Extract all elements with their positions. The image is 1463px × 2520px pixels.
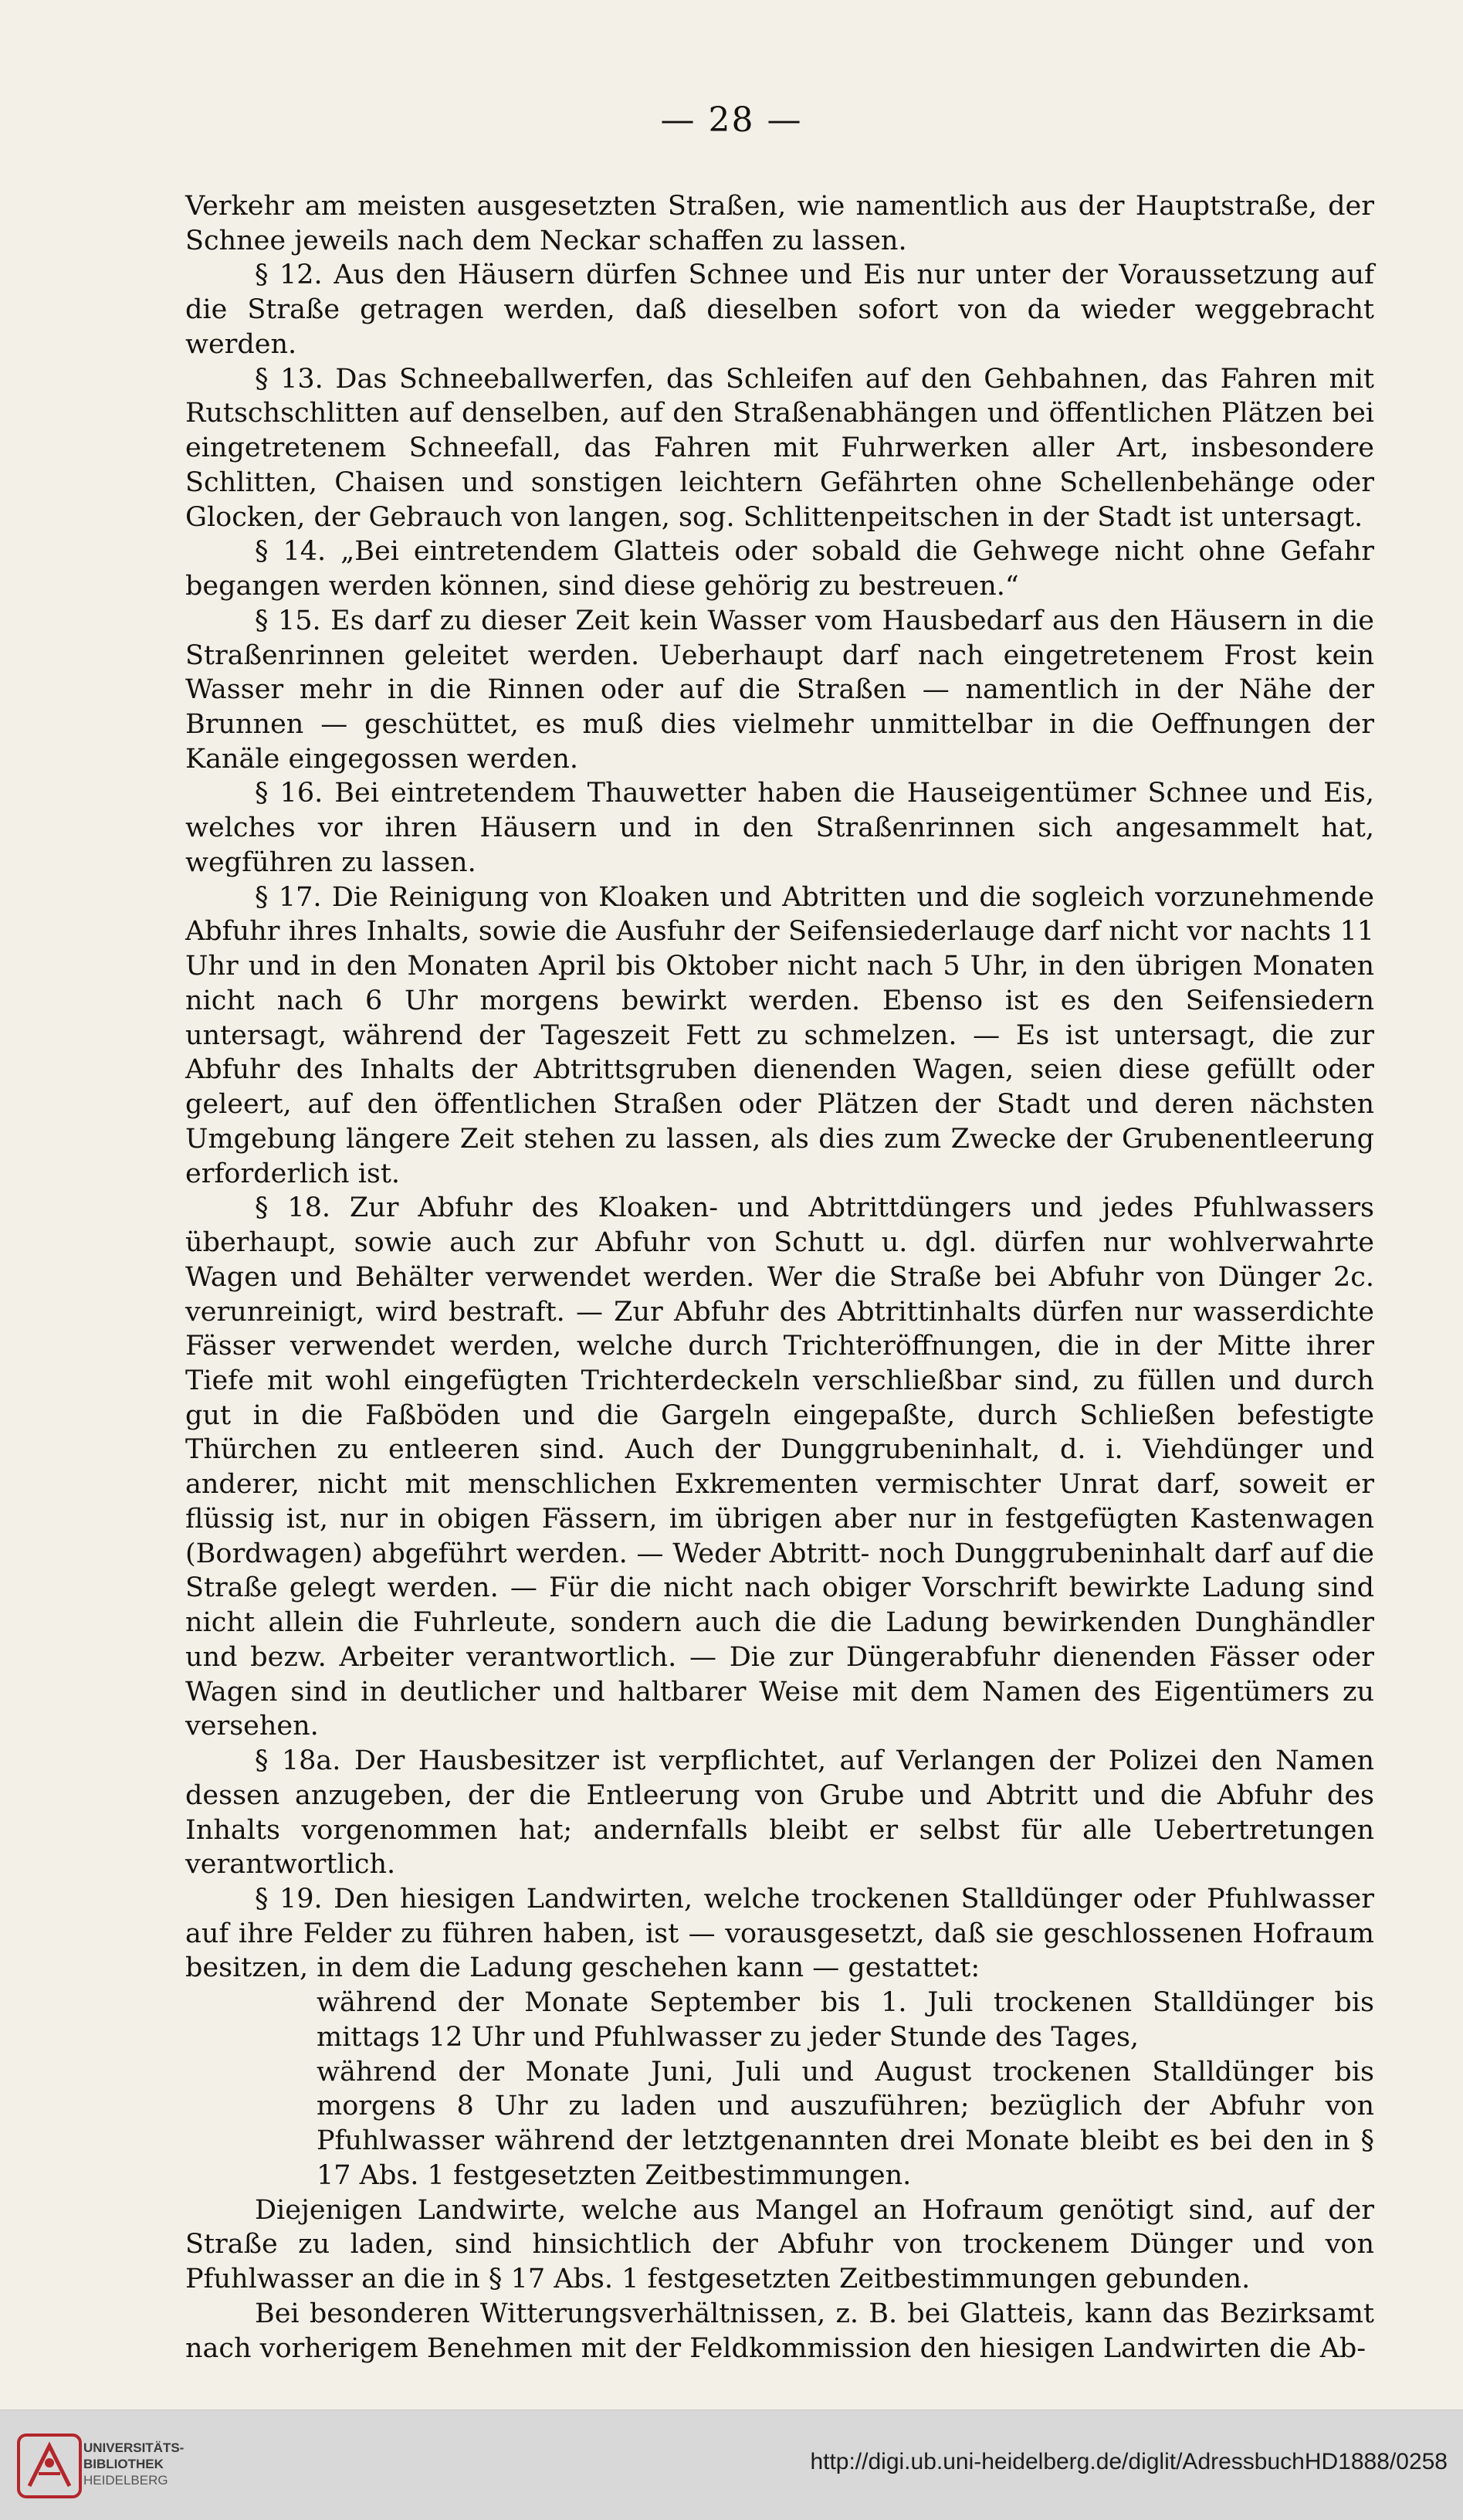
logo-line-2: BIBLIOTHEK (83, 2457, 164, 2471)
paragraph-continuation: Verkehr am meisten ausgesetzten Straßen, wie namentlich aus der Hauptstraße, der Schnee jeweils nach dem Neckar schaffen zu lassen. (185, 191, 1374, 256)
paragraph-18: § 18. Zur Abfuhr des Kloaken- und Abtrittdüngers und jedes Pfuhlwassers überhaupt, sowie auch zur Abfuhr von Schutt u. dgl. dürfen nur wohlverwahrte Wagen und Behälter verwendet werden. Wer die Straße bei Abfuhr von Dünger 2c. verunreinigt, wird bestraft. — Zur Abfuhr des Abtrittinhalts dürfen nur wasserdichte Fässer verwendet werden, welche durch Trichteröffnungen, die in der Mitte ihrer Tiefe mit wohl eingefügten Trichterdeckeln verschließbar sind, zu füllen und durch gut in die Faßböden und die Gargeln eingepaßte, durch Schließen befestigte Thürchen zu entleeren sind. Auch der Dunggrubeninhalt, d. i. Viehdünger und anderer, nicht mit menschlichen Exkrementen vermischter Unrat darf, soweit er flüssig ist, nur in obigen Fässern, im übrigen aber nur in festgefügten Kastenwagen (Bordwagen) abgeführt werden. — Weder Abtritt- noch Dunggrubeninhalt darf auf die Straße gelegt werden. — Für die nicht nach obiger Vorschrift bewirkte Ladung sind nicht allein die Fuhrleute, sondern auch die die Ladung bewirkenden Dunghändler und bezw. Arbeiter verantwortlich. — Die zur Düngerabfuhr dienenden Fässer oder Wagen sind in deutlicher und haltbarer Weise mit dem Namen des Eigentümers zu versehen. (185, 1192, 1374, 1742)
document-body (185, 189, 1374, 2366)
logo-line-3: HEIDELBERG (83, 2473, 168, 2488)
paragraph-15: § 15. Es darf zu dieser Zeit kein Wasser vom Hausbedarf aus den Häusern in die Straßenrinnen geleitet werden. Ueberhaupt darf nach eingetretenem Frost kein Wasser mehr in die Rinnen oder auf die Straßen — namentlich in der Nähe der Brunnen — geschüttet, es muß dies vielmehr unmittelbar in die Oeffnungen der Kanäle eingegossen werden. (185, 605, 1374, 775)
logo-line-1: UNIVERSITÄTS- (83, 2440, 185, 2455)
paragraph-18a: § 18a. Der Hausbesitzer ist verpflichtet, auf Verlangen der Polizei den Namen dessen anzugeben, der die Entleerung von Grube und Abtritt und die Abfuhr des Inhalts vorgenommen hat; andernfalls bleibt er selbst für alle Uebertretungen verantwortlich. (185, 1745, 1374, 1881)
paragraph-19-item-2: während der Monate Juni, Juli und August trockenen Stalldünger bis morgens 8 Uhr zu laden und auszuführen; bezüglich der Abfuhr von Pfuhlwasser während der letztgenannten drei Monate bleibt es bei den in § 17 Abs. 1 festgesetzten Zeitbestimmungen. (317, 2056, 1374, 2191)
paragraph-17: § 17. Die Reinigung von Kloaken und Abtritten und die sogleich vorzunehmende Abfuhr ihres Inhalts, sowie die Ausfuhr der Seifensiederlauge darf nicht vor nachts 11 Uhr und in den Monaten April bis Oktober nicht nach 5 Uhr, in den übrigen Monaten nicht nach 6 Uhr morgens bewirkt werden. Ebenso ist es den Seifensiedern untersagt, während der Tageszeit Fett zu schmelzen. — Es ist untersagt, die zur Abfuhr des Inhalts der Abtrittsgruben dienenden Wagen, seien diese gefüllt oder geleert, auf den öffentlichen Straßen oder Plätzen der Stadt und deren nächsten Umgebung längere Zeit stehen zu lassen, als dies zum Zwecke der Grubenentleerung erforderlich ist. (185, 881, 1374, 1189)
paragraph-14: § 14. „Bei eintretendem Glatteis oder sobald die Gehwege nicht ohne Gefahr begangen werden können, sind diese gehörig zu bestreuen.“ (185, 536, 1374, 602)
paragraph-19: § 19. Den hiesigen Landwirten, welche trockenen Stalldünger oder Pfuhlwasser auf ihre Felder zu führen haben, ist — vorausgesetzt, daß sie geschlossenen Hofraum besitzen, in dem die Ladung geschehen kann — gestattet: (185, 1883, 1374, 1984)
paragraph-16: § 16. Bei eintretendem Thauwetter haben die Hauseigentümer Schnee und Eis, welches vor ihren Häusern und in den Straßenrinnen sich angesammelt hat, wegführen zu lassen. (185, 778, 1374, 878)
viewer-footer (0, 2410, 1463, 2520)
paragraph-19-witterung: Bei besonderen Witterungsverhältnissen, z. B. bei Glatteis, kann das Bezirksamt nach vorherigem Benehmen mit der Feldkommission den hiesigen Landwirten die Ab- (185, 2298, 1374, 2364)
page-number: — 28 — (660, 100, 803, 140)
paragraph-12: § 12. Aus den Häusern dürfen Schnee und Eis nur unter der Voraussetzung auf die Straße getragen werden, daß dieselben sofort von da wieder weggebracht werden. (185, 259, 1374, 360)
university-seal-icon (15, 2432, 83, 2500)
paragraph-13: § 13. Das Schneeballwerfen, das Schleifen auf den Gehbahnen, das Fahren mit Rutschschlitten auf denselben, auf den Straßenabhängen und öffentlichen Plätzen bei eingetretenem Schneefall, das Fahren mit Fuhrwerken aller Art, insbesondere Schlitten, Chaisen und sonstigen leichtern Gefährten ohne Schellenbehänge oder Glocken, der Gebrauch von langen, sog. Schlittenpeitschen in der Stadt ist untersagt. (185, 363, 1374, 533)
library-logo-text (83, 2440, 184, 2488)
paragraph-19-item-1: während der Monate September bis 1. Juli trockenen Stalldünger bis mittags 12 Uhr und Pfuhlwasser zu jeder Stunde des Tages, (317, 1987, 1374, 2053)
source-url-link[interactable]: http://digi.ub.uni-heidelberg.de/diglit/AdressbuchHD1888/0258 (810, 2449, 1448, 2474)
paragraph-19-landwirte: Diejenigen Landwirte, welche aus Mangel an Hofraum genötigt sind, auf der Straße zu laden, sind hinsichtlich der Abfuhr von trockenem Dünger und von Pfuhlwasser an die in § 17 Abs. 1 festgesetzten Zeitbestimmungen gebunden. (185, 2194, 1374, 2295)
